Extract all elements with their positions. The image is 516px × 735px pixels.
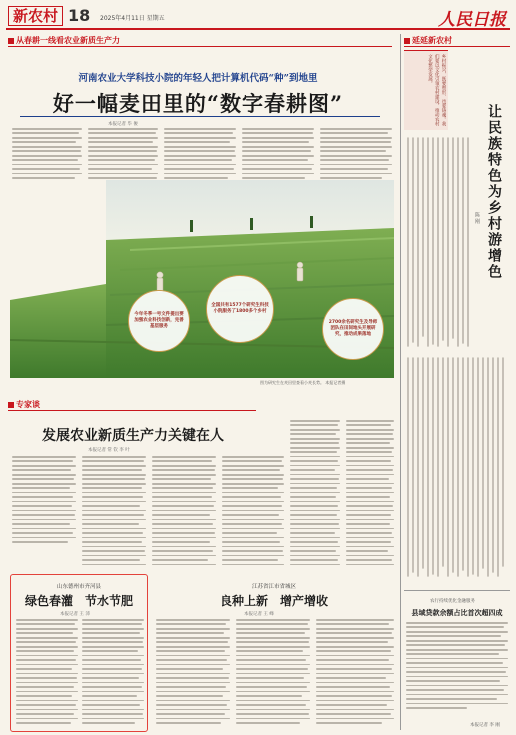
sidebar-foot-byline: 本报记者 李 刚 bbox=[470, 723, 500, 728]
expert-story-byline: 本报记者 常 钦 李 叶 bbox=[88, 448, 130, 453]
square-icon bbox=[404, 38, 410, 44]
sidebar-column-head bbox=[404, 35, 452, 46]
shandong-story-byline: 本报记者 王 沛 bbox=[60, 612, 90, 617]
sidebar-foot-title: 县域贷款余额占比首次超四成 bbox=[411, 609, 503, 617]
photo-caption: 图为研究生在麦田里查看小麦长势。 本报记者摄 bbox=[260, 380, 346, 385]
expert-story-text-col-5 bbox=[290, 420, 340, 566]
quote-circle-3: 2700余名研究生及导师团队在田间地头开展研究，推动成果落地 bbox=[322, 298, 384, 360]
jiangsu-story-text-col-3 bbox=[316, 619, 394, 727]
expert-story-text-col-4 bbox=[222, 456, 284, 566]
expert-story-headline: 发展农业新质生产力关键在人 bbox=[42, 428, 224, 444]
divider bbox=[404, 46, 510, 47]
divider bbox=[404, 590, 510, 591]
jiangsu-story-byline: 本报记者 王 峰 bbox=[244, 612, 274, 617]
main-story-byline: 本报记者 毕 俊 bbox=[108, 122, 138, 127]
wheat-field-photo bbox=[10, 180, 394, 378]
page-number: 18 bbox=[68, 6, 91, 25]
quote-circle-1: 今年冬季一号文件提出要加强农业科技创新，完善基层服务 bbox=[128, 290, 190, 352]
section-name: 新农村 bbox=[8, 6, 63, 26]
main-story-headline: 好一幅麦田里的“数字春耕图” bbox=[52, 91, 344, 116]
newspaper-logo: 人民日报 bbox=[438, 10, 506, 30]
main-story-text-col-3 bbox=[164, 128, 236, 180]
sidebar-vertical-text bbox=[404, 136, 510, 584]
headline-underline bbox=[20, 116, 380, 117]
column-divider bbox=[400, 34, 401, 730]
column-head-top bbox=[8, 35, 120, 46]
sidebar-foot-kicker: 农行持续优化金融服务 bbox=[430, 599, 475, 604]
divider bbox=[8, 46, 392, 47]
shandong-story-text-col-2 bbox=[82, 619, 144, 727]
jiangsu-story-location: 江苏省江市省城区 bbox=[251, 584, 296, 590]
shandong-story-headline: 绿色春灌 节水节肥 bbox=[24, 594, 133, 608]
expert-story-text-col-2 bbox=[82, 456, 146, 566]
square-icon bbox=[8, 402, 14, 408]
sidebar-intro-panel bbox=[404, 50, 448, 130]
column-head-bottom-label: 专家谈 bbox=[16, 400, 40, 409]
jiangsu-story-headline: 良种上新 增产增收 bbox=[219, 594, 328, 608]
shandong-story-location: 山东德州市齐河县 bbox=[56, 584, 101, 590]
sidebar-column-label: 延延新农村 bbox=[412, 36, 452, 45]
jiangsu-story-text-col-2 bbox=[236, 619, 310, 727]
sidebar-author: 陈 刚 bbox=[474, 212, 480, 224]
expert-story-text-col-3 bbox=[152, 456, 216, 566]
sidebar-intro-text: 乡村振兴，既要塑形，也要铸魂。我们要以文化引领农村建设，推动农村文化繁荣发展。 bbox=[427, 54, 446, 126]
main-story-kicker: 河南农业大学科技小院的年轻人把计算机代码“种”到地里 bbox=[78, 73, 318, 84]
divider bbox=[8, 410, 256, 411]
masthead bbox=[6, 4, 510, 30]
shandong-story-text-col-1 bbox=[16, 619, 78, 727]
sidebar-text-lines bbox=[404, 136, 510, 584]
square-icon bbox=[8, 38, 14, 44]
column-head-top-label: 从春耕一线看农业新质生产力 bbox=[16, 36, 120, 45]
sidebar-headline: 让民族特色为乡村游增色 bbox=[486, 104, 502, 280]
expert-story-text-col-6 bbox=[346, 420, 394, 566]
jiangsu-story-text-col-1 bbox=[156, 619, 230, 727]
issue-date: 2025年4月11日 星期五 bbox=[100, 15, 165, 22]
main-story-text-col-5 bbox=[320, 128, 392, 180]
main-story-text-col-4 bbox=[242, 128, 314, 180]
quote-circle-2: 全国共有1577个研究生科技小院服务了1800多个乡村 bbox=[206, 275, 274, 343]
sidebar-foot-text bbox=[406, 622, 508, 726]
column-head-bottom bbox=[8, 399, 40, 410]
